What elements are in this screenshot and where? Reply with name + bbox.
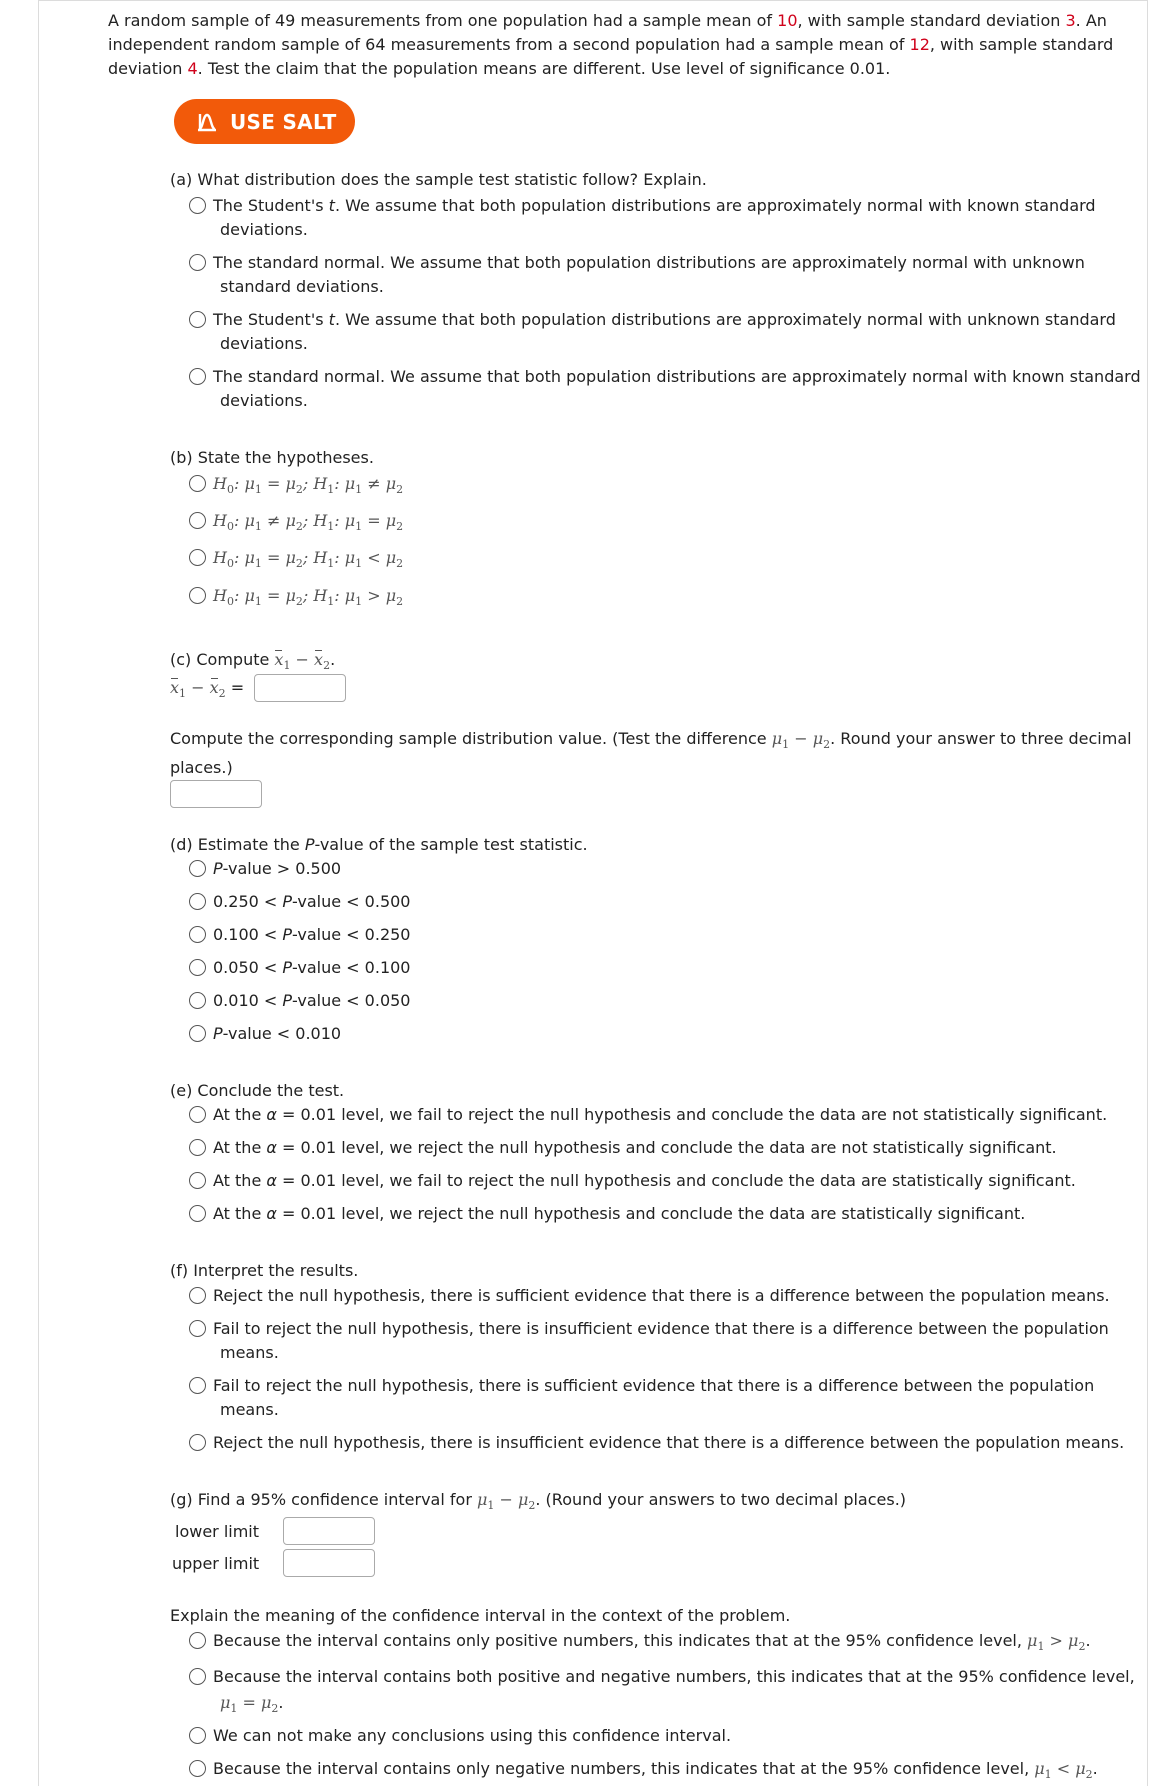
intro-text: independent random sample of 64 measurements from a second population had a sample mean of (108, 35, 910, 54)
intro-text: , with sample standard deviation (797, 11, 1066, 30)
hypothesis-text (213, 546, 403, 576)
h-symbol: H (313, 548, 328, 567)
radio-button[interactable] (189, 512, 206, 529)
subscript: 2 (1085, 1768, 1093, 1781)
part-f-option-1[interactable] (189, 1284, 1110, 1308)
mu-symbol: μ (244, 511, 255, 530)
subscript: 1 (355, 483, 363, 496)
upper-limit-input[interactable] (283, 1549, 375, 1577)
subscript: 1 (782, 738, 790, 751)
sd2-value: 4 (187, 59, 198, 78)
option-text-part: At the (213, 1138, 267, 1157)
option-text: Fail to reject the null hypothesis, there is insufficient evidence that there is a difference between the population (213, 1319, 1109, 1338)
hypothesis-text (213, 584, 403, 614)
radio-button[interactable] (189, 368, 206, 385)
option-text (213, 1757, 1098, 1787)
subscript: 2 (396, 483, 404, 496)
question-text: (g) Find a 95% confidence interval for (170, 1490, 477, 1509)
mu-symbol: μ (285, 511, 296, 530)
part-e-option-4[interactable] (189, 1202, 1025, 1226)
mu-symbol: μ (385, 548, 397, 567)
option-text-part: At the (213, 1105, 267, 1124)
option-text-part: -value < 0.500 (292, 892, 411, 911)
option-text-part: -value > 0.500 (222, 859, 342, 878)
option-text-part: Because the interval contains only negative numbers, this indicates that at the 95% confidence level, (213, 1759, 1035, 1778)
mu-symbol: μ (344, 511, 356, 530)
option-text-part: 0.250 < (213, 892, 283, 911)
option-text (213, 1169, 1076, 1193)
radio-button[interactable] (189, 1434, 206, 1451)
subscript: 1 (283, 659, 291, 672)
mu-symbol: μ (1034, 1759, 1045, 1778)
mu-symbol: μ (1027, 1631, 1038, 1650)
subscript: 0 (226, 520, 234, 533)
period: . (1085, 1631, 1091, 1650)
option-text (213, 1136, 1057, 1160)
question-text: -value of the sample test statistic. (314, 835, 588, 854)
part-g-question (170, 1488, 906, 1518)
relation: ≠ (367, 474, 381, 493)
subscript: 1 (487, 1499, 495, 1512)
h-symbol: H (213, 474, 227, 493)
option-text-part: 0.100 < (213, 925, 283, 944)
mu-symbol: μ (244, 586, 255, 605)
question-text: . (Round your answers to two decimal places.) (535, 1490, 907, 1509)
option-text-part: 0.050 < (213, 958, 283, 977)
subscript: 2 (295, 595, 303, 608)
part-f-question: (f) Interpret the results. (170, 1261, 359, 1280)
colon: : (334, 511, 345, 530)
radio-button[interactable] (189, 992, 206, 1009)
subscript: 2 (396, 520, 404, 533)
intro-text: deviation (108, 59, 188, 78)
subscript: 1 (327, 520, 335, 533)
part-a-option-1[interactable] (189, 194, 1096, 218)
p-variable: P (282, 925, 293, 944)
problem-statement (108, 9, 1118, 81)
option-text (213, 1103, 1107, 1127)
h-symbol: H (213, 548, 227, 567)
option-text-part: At the (213, 1204, 267, 1223)
question-text: (c) Compute (170, 650, 275, 669)
ci-option-2[interactable] (189, 1665, 1135, 1689)
subscript: 2 (295, 483, 303, 496)
part-e-question: (e) Conclude the test. (170, 1081, 345, 1100)
part-a-option-2-cont: standard deviations. (220, 277, 384, 296)
subscript: 2 (295, 520, 303, 533)
minus-sign: − (290, 650, 315, 669)
part-a-option-3-cont: deviations. (220, 334, 308, 353)
mean1-value: 10 (777, 11, 798, 30)
colon: : (334, 548, 345, 567)
option-text-part: -value < 0.010 (222, 1024, 342, 1043)
test-statistic-input[interactable] (170, 780, 262, 808)
minus-sign: − (186, 678, 210, 697)
diff-input[interactable] (254, 674, 346, 702)
use-salt-button[interactable] (174, 99, 355, 144)
mu-symbol: μ (285, 474, 296, 493)
p-variable: P (304, 835, 315, 854)
part-b-option-1[interactable] (189, 472, 403, 502)
colon: : (334, 586, 345, 605)
relation: < (1056, 1759, 1071, 1778)
relation: = (266, 586, 281, 605)
option-text-part: -value < 0.100 (292, 958, 411, 977)
mu-symbol: μ (385, 474, 397, 493)
option-text (213, 890, 410, 914)
part-d-option-4[interactable] (189, 956, 410, 980)
radio-button[interactable] (189, 254, 206, 271)
alpha-symbol: α (266, 1138, 277, 1157)
lower-limit-label: lower limit (175, 1522, 260, 1541)
semicolon: ; (302, 586, 314, 605)
radio-button[interactable] (189, 1727, 206, 1744)
radio-button[interactable] (189, 1025, 206, 1042)
subscript: 1 (327, 595, 335, 608)
radio-button[interactable] (189, 197, 206, 214)
mu-symbol: μ (385, 586, 397, 605)
option-text (213, 308, 1116, 332)
intro-text: A random sample of 49 measurements from one population had a sample mean of (108, 11, 778, 30)
ci-explain-question: Explain the meaning of the confidence interval in the context of the problem. (170, 1606, 791, 1625)
radio-button[interactable] (189, 587, 206, 604)
use-salt-label: USE SALT (230, 109, 337, 134)
part-f-option-2[interactable] (189, 1317, 1109, 1341)
part-b-option-3[interactable] (189, 546, 403, 576)
option-text-part: At the (213, 1171, 267, 1190)
part-b-option-2[interactable] (189, 509, 403, 539)
hypothesis-text (213, 472, 403, 502)
part-f-option-2-cont: means. (220, 1343, 279, 1362)
relation: = (266, 474, 281, 493)
relation: = (266, 548, 281, 567)
option-text-part: The Student's (213, 310, 329, 329)
subscript: 0 (226, 483, 234, 496)
radio-button[interactable] (189, 1287, 206, 1304)
subscript: 2 (396, 557, 404, 570)
part-a-option-4[interactable] (189, 365, 1141, 389)
ci-option-4[interactable] (189, 1757, 1098, 1787)
option-text-part: = 0.01 level, we reject the null hypothesis and conclude the data are not statistically significant. (276, 1138, 1057, 1157)
part-a-option-4-cont: deviations. (220, 391, 308, 410)
option-text (213, 923, 410, 947)
part-d-option-3[interactable] (189, 923, 410, 947)
lower-limit-input[interactable] (283, 1517, 375, 1545)
subscript: 2 (271, 1702, 279, 1715)
p-variable: P (213, 859, 223, 878)
radio-button[interactable] (189, 1760, 206, 1777)
radio-button[interactable] (189, 1632, 206, 1649)
option-text-part: Because the interval contains only positive numbers, this indicates that at the 95% confidence level, (213, 1631, 1028, 1650)
subscript: 2 (528, 1499, 536, 1512)
radio-button[interactable] (189, 1172, 206, 1189)
radio-button[interactable] (189, 959, 206, 976)
mu-symbol: μ (285, 586, 296, 605)
option-text: The standard normal. We assume that both population distributions are approximately normal with known standard (213, 367, 1141, 386)
p-variable: P (282, 958, 293, 977)
subscript: 1 (1044, 1768, 1052, 1781)
radio-button[interactable] (189, 475, 206, 492)
equals-sign: = (225, 678, 245, 697)
option-text: Because the interval contains both positive and negative numbers, this indicates that at the 95% confidence level, (213, 1667, 1135, 1686)
p-variable: P (213, 1024, 223, 1043)
radio-button[interactable] (189, 926, 206, 943)
relation: < (367, 548, 381, 567)
part-a-option-1-cont: deviations. (220, 220, 308, 239)
relation: = (367, 511, 381, 530)
semicolon: ; (302, 511, 314, 530)
ci-option-2-cont (220, 1691, 284, 1721)
part-d-option-6[interactable] (189, 1022, 341, 1046)
part-d-question (170, 833, 588, 857)
subscript: 1 (254, 483, 262, 496)
mu-symbol: μ (344, 474, 356, 493)
part-b-question: (b) State the hypotheses. (170, 448, 374, 467)
semicolon: ; (302, 474, 314, 493)
x-bar-symbol: x (314, 648, 323, 672)
period: . (278, 1693, 284, 1712)
relation: ≠ (266, 511, 281, 530)
stat-instructions-cont: places.) (170, 758, 233, 777)
option-text: Reject the null hypothesis, there is sufficient evidence that there is a difference between the population means. (213, 1286, 1110, 1305)
alpha-symbol: α (266, 1204, 277, 1223)
part-a-question: (a) What distribution does the sample test statistic follow? Explain. (170, 170, 707, 189)
option-text-part: = 0.01 level, we fail to reject the null hypothesis and conclude the data are not statistically significant. (276, 1105, 1108, 1124)
subscript: 1 (230, 1702, 238, 1715)
radio-button[interactable] (189, 860, 206, 877)
subscript: 1 (254, 557, 262, 570)
diff-label (170, 676, 244, 706)
minus-sign: − (494, 1490, 518, 1509)
mu-symbol: μ (244, 474, 255, 493)
option-text (213, 989, 410, 1013)
intro-text: . An (1075, 11, 1107, 30)
subscript: 1 (254, 520, 262, 533)
option-text-part: . We assume that both population distributions are approximately normal with known standard (334, 196, 1096, 215)
h-symbol: H (313, 586, 328, 605)
mean2-value: 12 (909, 35, 930, 54)
t-variable: t (328, 310, 335, 329)
period: . (330, 650, 336, 669)
option-text (213, 1022, 341, 1046)
ci-option-1[interactable] (189, 1629, 1091, 1659)
option-text-part: = 0.01 level, we reject the null hypothesis and conclude the data are statistically significant. (276, 1204, 1026, 1223)
option-text: We can not make any conclusions using this confidence interval. (213, 1726, 732, 1745)
mu-symbol: μ (220, 1693, 231, 1712)
mu-symbol: μ (344, 586, 356, 605)
mu-symbol: μ (385, 511, 397, 530)
mu-symbol: μ (812, 729, 824, 748)
subscript: 1 (355, 557, 363, 570)
option-text-part: = 0.01 level, we fail to reject the null hypothesis and conclude the data are statistically significant. (276, 1171, 1076, 1190)
instruction-text: . Round your answer to three decimal (830, 729, 1132, 748)
subscript: 2 (1078, 1640, 1086, 1653)
option-text-part: 0.010 < (213, 991, 283, 1010)
colon: : (233, 586, 245, 605)
mu-symbol: μ (244, 548, 255, 567)
hypothesis-text (213, 509, 403, 539)
colon: : (233, 548, 245, 567)
option-text-part: -value < 0.050 (292, 991, 411, 1010)
x-bar-symbol: x (274, 648, 283, 672)
subscript: 1 (327, 557, 335, 570)
p-variable: P (282, 991, 293, 1010)
subscript: 2 (218, 687, 226, 700)
sd1-value: 3 (1065, 11, 1076, 30)
mu-symbol: μ (1075, 1759, 1086, 1778)
part-f-option-3-cont: means. (220, 1400, 279, 1419)
part-b-option-4[interactable] (189, 584, 403, 614)
option-text: Reject the null hypothesis, there is insufficient evidence that there is a difference between the population means. (213, 1433, 1125, 1452)
radio-button[interactable] (189, 893, 206, 910)
stat-instructions (170, 727, 1132, 757)
intro-text: , with sample standard (929, 35, 1114, 54)
upper-limit-label: upper limit (172, 1554, 260, 1573)
intro-text: . Test the claim that the population means are different. Use level of significance 0.01. (197, 59, 891, 78)
mu-symbol: μ (476, 1490, 488, 1509)
option-text: The standard normal. We assume that both population distributions are approximately normal with unknown (213, 253, 1085, 272)
subscript: 2 (396, 595, 404, 608)
t-variable: t (328, 196, 335, 215)
instruction-text: Compute the corresponding sample distribution value. (Test the difference (170, 729, 772, 748)
option-text (213, 956, 410, 980)
subscript: 0 (226, 557, 234, 570)
subscript: 1 (254, 595, 262, 608)
relation: > (367, 586, 381, 605)
radio-button[interactable] (189, 1320, 206, 1337)
mu-symbol: μ (261, 1693, 272, 1712)
period: . (1092, 1759, 1098, 1778)
mu-symbol: μ (285, 548, 296, 567)
radio-button[interactable] (189, 1205, 206, 1222)
part-a-option-3[interactable] (189, 308, 1116, 332)
radio-button[interactable] (189, 1668, 206, 1685)
option-text (213, 194, 1096, 218)
subscript: 1 (1037, 1640, 1045, 1653)
subscript: 1 (327, 483, 335, 496)
option-text (213, 1202, 1025, 1226)
part-e-option-3[interactable] (189, 1169, 1076, 1193)
part-d-option-1[interactable] (189, 857, 341, 881)
h-symbol: H (313, 474, 328, 493)
relation: = (242, 1693, 256, 1712)
option-text-part: The Student's (213, 196, 329, 215)
alpha-symbol: α (266, 1171, 277, 1190)
h-symbol: H (213, 511, 227, 530)
radio-button[interactable] (189, 549, 206, 566)
part-f-option-3[interactable] (189, 1374, 1094, 1398)
alpha-symbol: α (266, 1105, 277, 1124)
mu-symbol: μ (1068, 1631, 1079, 1650)
part-e-option-1[interactable] (189, 1103, 1107, 1127)
radio-button[interactable] (189, 1139, 206, 1156)
radio-button[interactable] (189, 1106, 206, 1123)
option-text (213, 857, 341, 881)
h-symbol: H (313, 511, 328, 530)
subscript: 2 (323, 659, 331, 672)
subscript: 1 (355, 595, 363, 608)
subscript: 1 (355, 520, 363, 533)
distribution-curve-icon (196, 111, 218, 133)
x-bar-symbol: x (210, 676, 219, 700)
mu-symbol: μ (344, 548, 356, 567)
ci-option-3[interactable] (189, 1724, 731, 1748)
part-d-option-5[interactable] (189, 989, 410, 1013)
x-bar-symbol: x (170, 676, 179, 700)
colon: : (233, 474, 245, 493)
question-text: (d) Estimate the (170, 835, 305, 854)
part-e-option-2[interactable] (189, 1136, 1057, 1160)
p-variable: P (282, 892, 293, 911)
colon: : (233, 511, 245, 530)
subscript: 1 (179, 687, 187, 700)
radio-button[interactable] (189, 1377, 206, 1394)
part-f-option-4[interactable] (189, 1431, 1124, 1455)
part-a-option-2[interactable] (189, 251, 1085, 275)
subscript: 0 (226, 595, 234, 608)
option-text: Fail to reject the null hypothesis, there is sufficient evidence that there is a difference between the population (213, 1376, 1095, 1395)
subscript: 2 (823, 738, 831, 751)
minus-sign: − (789, 729, 813, 748)
mu-symbol: μ (517, 1490, 529, 1509)
relation: > (1049, 1631, 1063, 1650)
part-d-option-2[interactable] (189, 890, 410, 914)
subscript: 2 (295, 557, 303, 570)
option-text-part: -value < 0.250 (292, 925, 411, 944)
mu-symbol: μ (771, 729, 783, 748)
radio-button[interactable] (189, 311, 206, 328)
h-symbol: H (213, 586, 227, 605)
option-text (213, 1629, 1091, 1659)
option-text-part: . We assume that both population distributions are approximately normal with unknown standard (334, 310, 1116, 329)
colon: : (334, 474, 345, 493)
semicolon: ; (302, 548, 314, 567)
